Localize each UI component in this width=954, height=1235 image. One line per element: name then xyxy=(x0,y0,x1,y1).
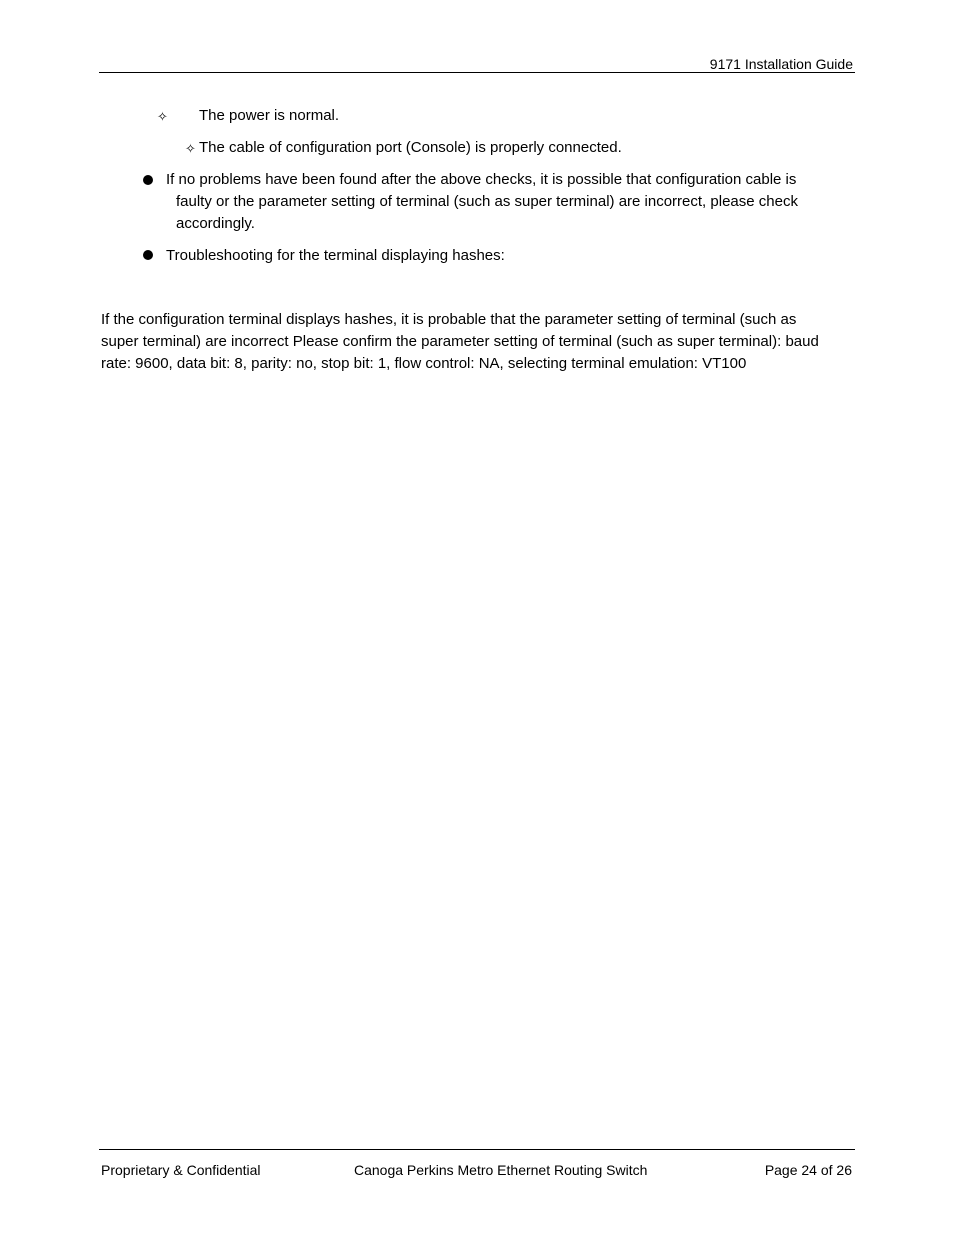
footer-center: Canoga Perkins Metro Ethernet Routing Switch xyxy=(354,1162,648,1178)
paragraph-line: rate: 9600, data bit: 8, parity: no, stop bit: 1, flow control: NA, selecting terminal emulation: VT100 xyxy=(101,355,747,372)
bullet-item-line: If no problems have been found after the above checks, it is possible that configuration cable is xyxy=(166,171,797,188)
paragraph-line: super terminal) are incorrect Please confirm the parameter setting of terminal (such as super terminal): baud xyxy=(101,333,819,350)
sub-item-text: The cable of configuration port (Console) is properly connected. xyxy=(199,139,622,156)
body-paragraph xyxy=(101,309,861,375)
bullet-item-line: Troubleshooting for the terminal displaying hashes: xyxy=(166,247,505,264)
filled-circle-bullet-icon xyxy=(143,250,153,260)
sub-item-text: The power is normal. xyxy=(199,107,340,124)
paragraph-line: If the configuration terminal displays hashes, it is probable that the parameter setting of terminal (such as xyxy=(101,311,797,328)
bullet-item-line: accordingly. xyxy=(176,215,255,232)
footer-left: Proprietary & Confidential xyxy=(101,1162,261,1178)
header-rule xyxy=(99,72,855,73)
diamond-bullet-icon: ✧ xyxy=(157,109,168,124)
footer-page-number: Page 24 of 26 xyxy=(764,1162,852,1178)
footer-rule xyxy=(99,1149,855,1150)
diamond-bullet-icon: ✧ xyxy=(185,141,196,156)
header-title: 9171 Installation Guide xyxy=(709,56,853,72)
bullet-item-line: faulty or the parameter setting of terminal (such as super terminal) are incorrect, please check xyxy=(176,193,798,210)
filled-circle-bullet-icon xyxy=(143,175,153,185)
